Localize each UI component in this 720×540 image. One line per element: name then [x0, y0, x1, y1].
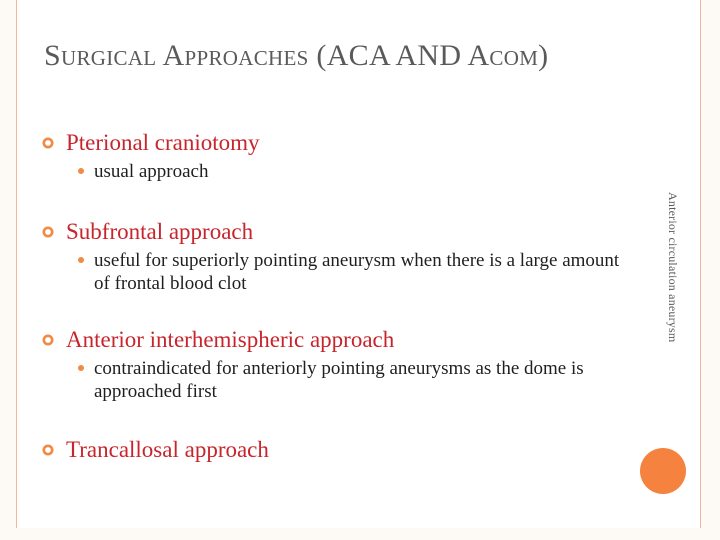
sub-bullet-text: usual approach [94, 161, 209, 182]
side-caption: Anterior circulation aneurysm [666, 192, 680, 343]
bullet-label: Pterional craniotomy [66, 130, 260, 155]
dot-bullet-icon [78, 365, 84, 371]
frame-right-border [700, 0, 701, 528]
bullet-item-1 [42, 128, 632, 158]
bullet-label: Subfrontal approach [66, 219, 254, 244]
circle-bullet-icon [42, 334, 54, 346]
slide-title: Surgical Approaches (ACA AND Acom) [44, 39, 549, 72]
dot-bullet-icon [78, 257, 84, 263]
accent-circle [640, 448, 686, 494]
sub-bullet-text: contraindicated for anteriorly pointing aneurysms as the dome is approached first [94, 358, 584, 402]
bullet-item-4 [42, 435, 632, 465]
sub-bullet-3 [72, 357, 632, 403]
circle-bullet-icon [42, 444, 54, 456]
bullet-label: Anterior interhemispheric approach [66, 327, 395, 352]
slide-content [42, 128, 632, 465]
bullet-item-3 [42, 325, 632, 355]
sub-bullet-2 [72, 249, 632, 295]
bullet-label: Trancallosal approach [66, 437, 269, 462]
sub-bullet-text: useful for superiorly pointing aneurysm when there is a large amount of frontal blood clot [94, 250, 620, 294]
sub-bullet-1 [72, 160, 632, 183]
frame-left-border [16, 0, 17, 528]
circle-bullet-icon [42, 137, 54, 149]
dot-bullet-icon [78, 168, 84, 174]
bullet-item-2 [42, 217, 632, 247]
circle-bullet-icon [42, 226, 54, 238]
